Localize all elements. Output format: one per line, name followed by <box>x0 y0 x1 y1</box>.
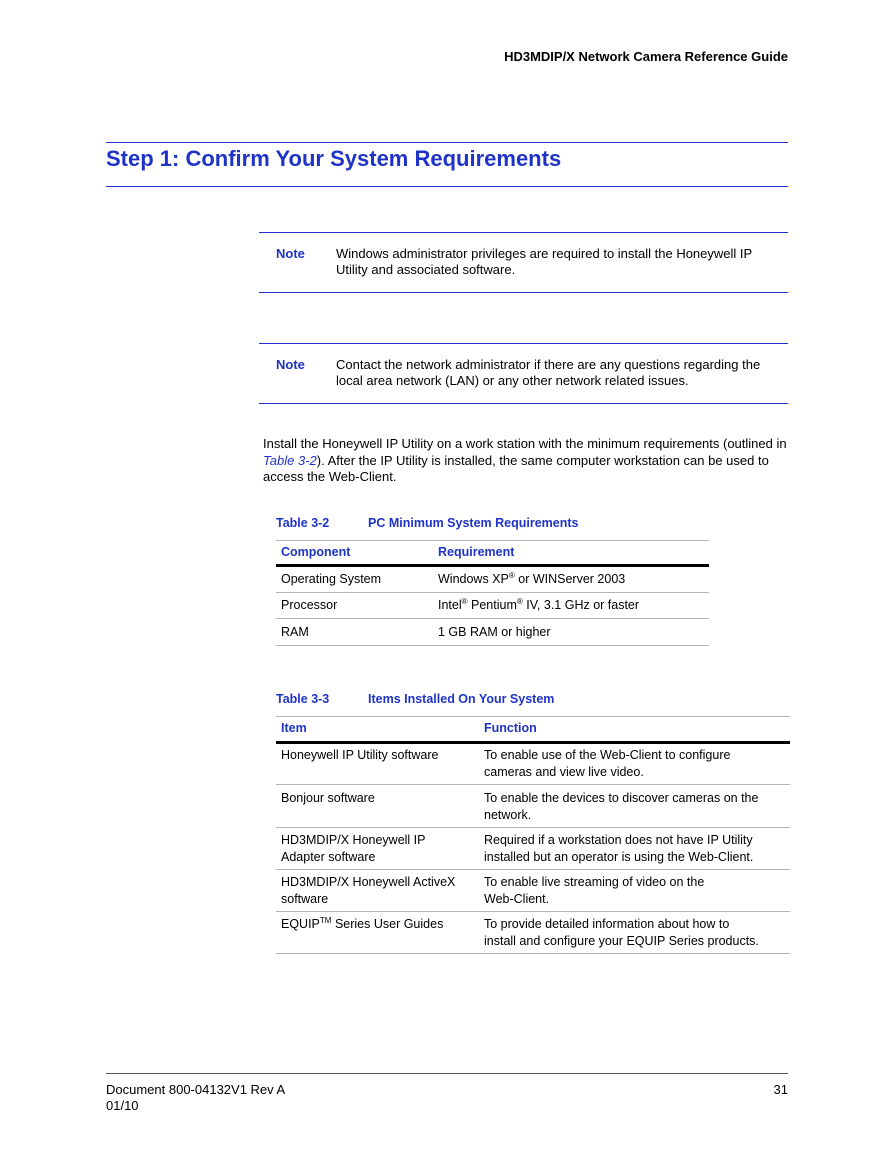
title-rule-bottom <box>106 186 788 187</box>
table-3-2-row-2-component: Processor <box>281 598 338 612</box>
note-1-rule-top <box>259 232 788 233</box>
intro-text-end: ). After the IP Utility is installed, the same computer workstation can be used to access the Web-Client. <box>263 452 769 484</box>
table-3-2-title: PC Minimum System Requirements <box>368 516 579 530</box>
table-3-3-row-2-item: Bonjour software <box>281 791 375 805</box>
table-3-2-row-3-requirement: 1 GB RAM or higher <box>438 625 551 639</box>
table-3-3-row-4-item: HD3MDIP/X Honeywell ActiveX software <box>281 875 456 906</box>
table-3-3-top-rule <box>276 716 790 717</box>
table-3-3-row-1-item: Honeywell IP Utility software <box>281 748 439 762</box>
table-3-2-header-component: Component <box>281 545 351 559</box>
table-3-3-row-2-function: To enable the devices to discover cameras on the network. <box>484 791 759 822</box>
table-3-3-row-3-rule <box>276 869 790 870</box>
table-3-3-row-3-function: Required if a workstation does not have IP Utility installed but an operator is using the Web-Client. <box>484 833 754 864</box>
table-3-2-top-rule <box>276 540 709 541</box>
table-3-2-row-3-component: RAM <box>281 625 309 639</box>
table-3-2-header-requirement: Requirement <box>438 545 515 559</box>
table-3-2-row-1-rule <box>276 592 709 593</box>
note-2-label: Note <box>276 357 305 372</box>
footer-rule <box>106 1073 788 1074</box>
table-3-3-bottom-rule <box>276 953 790 954</box>
table-3-2-header-rule <box>276 564 709 567</box>
note-2-rule-bottom <box>259 403 788 404</box>
table-3-2-caption <box>276 516 578 530</box>
table-3-3-row-4-function: To enable live streaming of video on the Web-Client. <box>484 875 705 906</box>
table-3-2-row-2-requirement: Intel® Pentium® IV, 3.1 GHz or faster <box>438 596 640 612</box>
footer-date: 01/10 <box>106 1098 139 1113</box>
table-3-2-row-1-requirement: Windows XP® or WINServer 2003 <box>438 570 626 586</box>
table-3-3-row-1-rule <box>276 784 790 785</box>
table-3-2-number: Table 3-2 <box>276 516 330 530</box>
footer-document-number: Document 800-04132V1 Rev A <box>106 1082 286 1097</box>
note-1-rule-bottom <box>259 292 788 293</box>
intro-paragraph <box>263 436 793 486</box>
table-3-3-row-3-item: HD3MDIP/X Honeywell IP Adapter software <box>281 833 426 864</box>
table-3-3-header-rule <box>276 741 790 744</box>
table-3-3-row-1-function: To enable use of the Web-Client to configure cameras and view live video. <box>484 748 731 779</box>
table-3-3-title: Items Installed On Your System <box>368 692 555 706</box>
page-title: Step 1: Confirm Your System Requirements <box>106 146 562 171</box>
table-3-3-header-item: Item <box>281 721 307 735</box>
table-3-3-caption <box>276 692 554 706</box>
intro-text-start: Install the Honeywell IP Utility on a work station with the minimum requirements (outlined in <box>263 436 787 451</box>
table-3-2-row-1-component: Operating System <box>281 572 382 586</box>
table-3-2-link[interactable]: Table 3-2 <box>263 452 317 468</box>
table-3-3-row-5-function: To provide detailed information about how to install and configure your EQUIP Series products. <box>484 917 759 948</box>
table-3-3-header-function: Function <box>484 721 537 735</box>
table-3-3-number: Table 3-3 <box>276 692 330 706</box>
table-3-2-row-2-rule <box>276 618 709 619</box>
table-3-3-row-2-rule <box>276 827 790 828</box>
running-header: HD3MDIP/X Network Camera Reference Guide <box>504 49 788 64</box>
table-3-2-bottom-rule <box>276 645 709 646</box>
note-1-text: Windows administrator privileges are required to install the Honeywell IP Utility and associated software. <box>336 246 752 277</box>
table-3-3-row-4-rule <box>276 911 790 912</box>
note-1-label: Note <box>276 246 305 261</box>
table-3-3-row-5-item: EQUIP™ Series User Guides <box>281 915 444 931</box>
page-number: 31 <box>773 1082 788 1097</box>
note-2-text: Contact the network administrator if there are any questions regarding the local area network (LAN) or any other network related issues. <box>336 357 761 388</box>
title-rule-top <box>106 142 788 143</box>
note-2-rule-top <box>259 343 788 344</box>
